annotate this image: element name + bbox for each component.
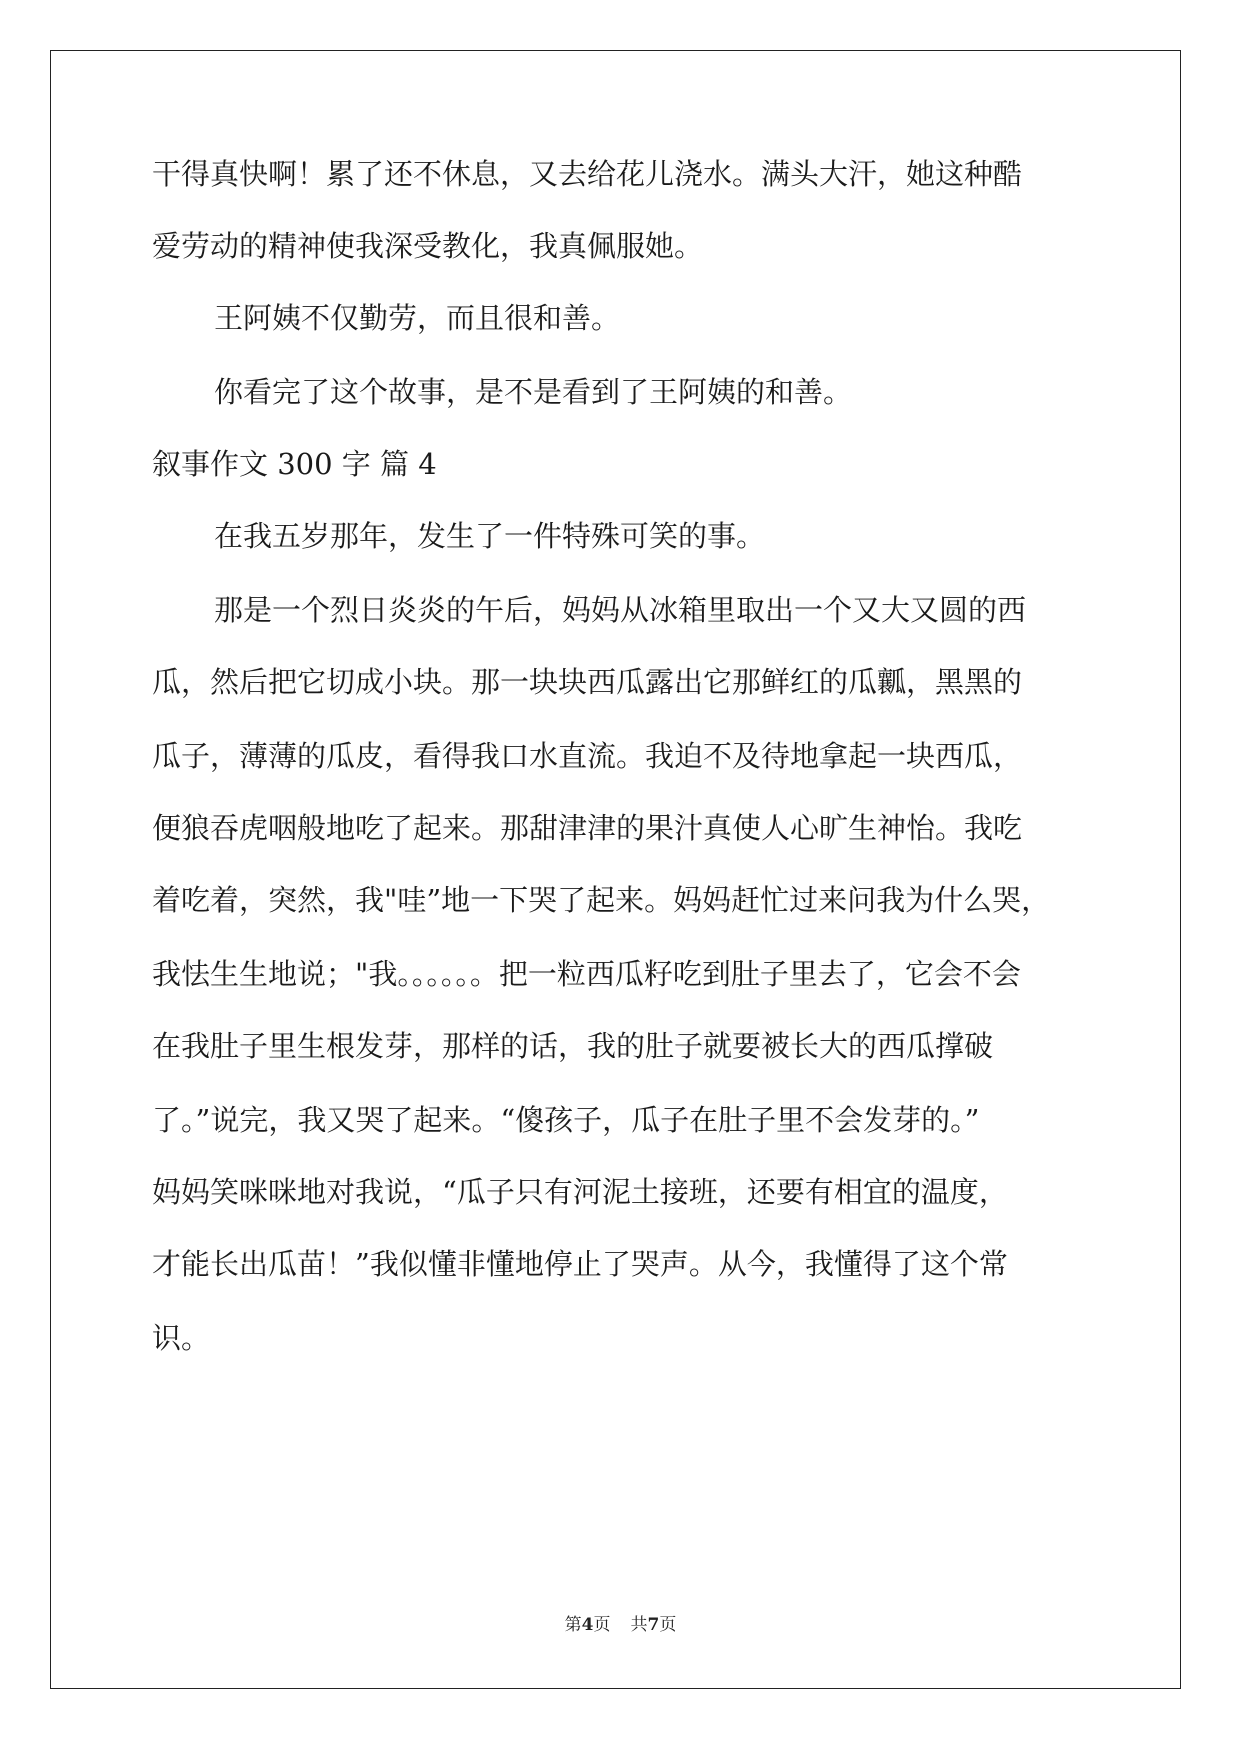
- footer-page-suffix: 页: [593, 1615, 611, 1635]
- paragraph-line: 王阿姨不仅勤劳，而且很和善。: [214, 301, 621, 335]
- paragraph-line: 在我五岁那年，发生了一件特殊可笑的事。: [214, 519, 766, 553]
- page-footer: [0, 1610, 1241, 1635]
- footer-total-number: 7: [647, 1615, 660, 1635]
- footer-page-prefix: 第: [564, 1615, 582, 1635]
- text-line: 在我肚子里生根发芽，那样的话，我的肚子就要被长大的西瓜撑破: [152, 1029, 994, 1063]
- text-line: 妈妈笑咪咪地对我说，“瓜子只有河泥土接班，还要有相宜的温度，: [152, 1175, 1008, 1209]
- footer-total-suffix: 页: [659, 1615, 677, 1635]
- section-heading: 叙事作文 300 字 篇 4: [152, 447, 437, 481]
- paragraph-line: 你看完了这个故事，是不是看到了王阿姨的和善。: [214, 375, 853, 409]
- text-line: 便狼吞虎咽般地吃了起来。那甜津津的果汁真使人心旷生神怡。我吃: [152, 811, 1023, 845]
- paragraph-line: 那是一个烈日炎炎的午后，妈妈从冰箱里取出一个又大又圆的西: [214, 593, 1027, 627]
- footer-total-prefix: 共: [630, 1615, 648, 1635]
- text-line: 干得真快啊！累了还不休息，又去给花儿浇水。满头大汗，她这种酷: [152, 157, 1023, 191]
- text-line: 才能长出瓜苗！”我似懂非懂地停止了哭声。从今，我懂得了这个常: [152, 1247, 1008, 1281]
- text-line: 识。: [152, 1321, 211, 1355]
- text-line: 我怯生生地说；"我。。。。。。把一粒西瓜籽吃到肚子里去了，它会不会: [152, 957, 1021, 991]
- text-line: 了。”说完，我又哭了起来。“傻孩子，瓜子在肚子里不会发芽的。”: [152, 1103, 980, 1137]
- text-line: 瓜，然后把它切成小块。那一块块西瓜露出它那鲜红的瓜瓤，黑黑的: [152, 665, 1023, 699]
- text-line: 着吃着，突然，我"哇”地一下哭了起来。妈妈赶忙过来问我为什么哭，: [152, 883, 1051, 917]
- page-border: [50, 50, 1181, 1689]
- footer-page-number: 4: [581, 1615, 594, 1635]
- text-line: 爱劳动的精神使我深受教化，我真佩服她。: [152, 229, 704, 263]
- text-line: 瓜子，薄薄的瓜皮，看得我口水直流。我迫不及待地拿起一块西瓜，: [152, 739, 1023, 773]
